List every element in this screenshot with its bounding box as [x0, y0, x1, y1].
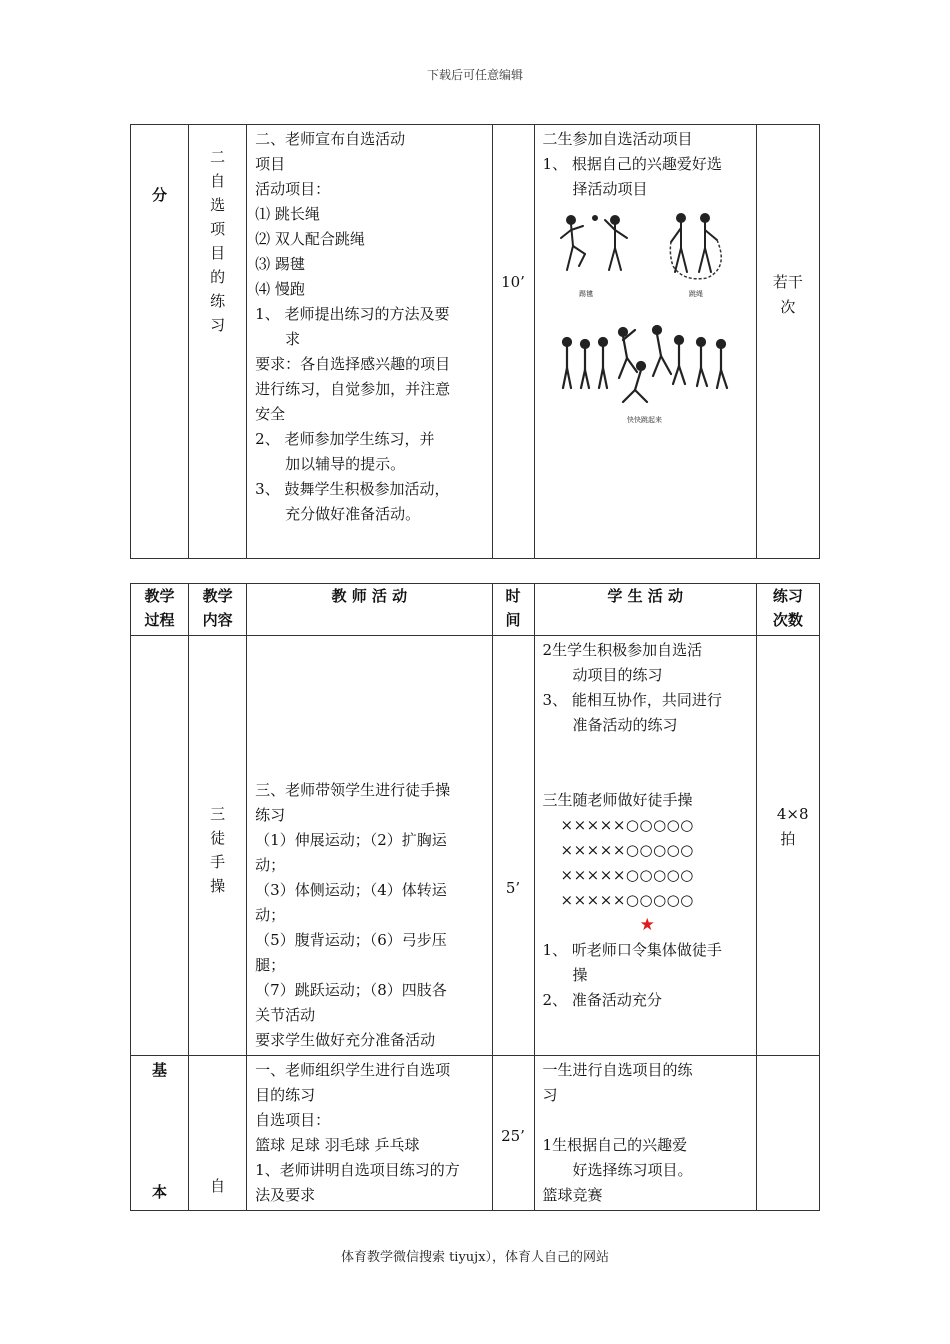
text-line: 篮球 足球 羽毛球 乒乓球: [255, 1136, 420, 1154]
text-line: 择活动项目: [572, 180, 648, 198]
illustration-jump-group: [557, 322, 747, 432]
content-label: 自: [210, 1177, 226, 1195]
reps-cell: [756, 636, 819, 1056]
time-cell: [492, 636, 534, 1056]
content-vertical: [189, 802, 246, 898]
text-line: ×××××○○○○○: [560, 866, 694, 884]
text-line: （5）腹背运动；（6）弓步压: [255, 931, 447, 949]
page-header: 下载后可任意编辑: [426, 68, 523, 82]
text-line: 2生学生积极参加自选活: [542, 641, 703, 659]
text-line: 腿；: [255, 956, 286, 974]
text-line: 要求：各自选择感兴趣的项目: [255, 355, 451, 373]
teacher-activity-text: [255, 1058, 487, 1208]
text-line: 练习: [255, 806, 286, 824]
text-line: 动；: [255, 856, 286, 874]
text-line: ×××××○○○○○: [560, 816, 694, 834]
student-activity-top: [543, 638, 752, 738]
content-cell: [189, 636, 247, 1056]
text-line: 1、老师讲明自选项目练习的方: [255, 1161, 460, 1179]
time-value: 25’: [501, 1127, 525, 1145]
text-line: 动项目的练习: [572, 666, 663, 684]
time-cell: [492, 125, 534, 559]
teacher-activity-cell: [247, 125, 492, 559]
text-line: 1、 老师提出练习的方法及要: [255, 305, 450, 323]
text-line: 项目: [255, 155, 286, 173]
text-line: ⑵ 双人配合跳绳: [255, 230, 365, 248]
text-line: 2、 老师参加学生练习，并: [255, 430, 435, 448]
reps-cell: [756, 1056, 819, 1211]
student-activity-cell: [534, 636, 756, 1056]
text-line: 自选项目：: [255, 1111, 331, 1129]
header-time: 时间: [492, 584, 534, 636]
header-phase: 教学过程: [131, 584, 189, 636]
teacher-activity-text: [255, 127, 487, 527]
text-line: 加以辅导的提示。: [285, 455, 406, 473]
student-activity-mid: 三生随老师做好徒手操: [542, 791, 693, 809]
text-line: 求: [285, 330, 301, 348]
text-line: 充分做好准备活动。: [285, 505, 421, 523]
text-line: 动；: [255, 906, 286, 924]
text-line: 安全: [255, 405, 286, 423]
text-line: 篮球竞赛: [542, 1186, 603, 1204]
text-line: 三、老师带领学生进行徒手操: [255, 781, 451, 799]
phase-cell: [131, 1056, 189, 1211]
illus-label-kick: 踢毽: [578, 290, 593, 298]
student-activity-bottom: [543, 938, 752, 1013]
text-line: 二、老师宣布自选活动: [255, 130, 406, 148]
text-line: 准备活动的练习: [572, 716, 678, 734]
reps-value: 若干次: [772, 273, 803, 316]
text-line: （3）体侧运动；（4）体转运: [255, 881, 447, 899]
text-line: 1、 听老师口令集体做徒手: [542, 941, 722, 959]
text-line: 习: [542, 1086, 558, 1104]
text-line: ×××××○○○○○: [560, 891, 694, 909]
text-line: 进行练习，自觉参加，并注意: [255, 380, 451, 398]
text-line: 法及要求: [255, 1186, 316, 1204]
text-line: 活动项目：: [255, 180, 331, 198]
illustration-kick-and-rope: [557, 208, 747, 308]
lesson-table-part1: [130, 124, 820, 559]
table-row: [131, 1056, 820, 1211]
text-line: 目的练习: [255, 1086, 316, 1104]
text-line: ⑶ 踢毽: [255, 255, 305, 273]
teacher-activity-text: [255, 778, 487, 1053]
text-line: 3、 能相互协作，共同进行: [542, 691, 722, 709]
time-cell: [492, 1056, 534, 1211]
text-line: ×××××○○○○○: [560, 841, 694, 859]
reps-value: 4×8拍: [776, 805, 809, 848]
phase-cell: [131, 125, 189, 559]
text-line: 2、 准备活动充分: [542, 991, 662, 1009]
phase-label-top: 基: [152, 1061, 168, 1079]
student-activity-text: [543, 1058, 752, 1208]
phase-label: 分: [152, 186, 168, 204]
text-line: 二生参加自选活动项目: [542, 130, 693, 148]
time-value: 5’: [505, 879, 521, 897]
teacher-activity-cell: [247, 1056, 492, 1211]
table-header-row: [131, 584, 820, 636]
phase-label-bottom: 本: [152, 1183, 168, 1201]
text-line: （1）伸展运动；（2）扩胸运: [255, 831, 447, 849]
vertical-text: 三徒手操: [210, 805, 226, 895]
teacher-position-star-icon: ★: [639, 915, 655, 935]
text-line: 1生根据自己的兴趣爱: [542, 1136, 688, 1154]
student-activity-cell: [534, 125, 756, 559]
content-cell: [189, 1056, 247, 1211]
time-value: 10’: [501, 273, 525, 291]
header-reps: 练习次数: [756, 584, 819, 636]
text-line: ⑷ 慢跑: [255, 280, 305, 298]
illus-label-rope: 跳绳: [688, 290, 703, 298]
text-line: 要求学生做好充分准备活动: [255, 1031, 436, 1049]
vertical-text: 二自选项目的练习: [210, 148, 226, 334]
reps-cell: [756, 125, 819, 559]
text-line: 操: [572, 966, 588, 984]
teacher-activity-cell: [247, 636, 492, 1056]
student-activity-text: [543, 127, 752, 202]
illus-label-jump: 快快跳起来: [626, 416, 662, 424]
content-cell: [189, 125, 247, 559]
header-teacher: 教 师 活 动: [247, 584, 492, 636]
phase-cell: [131, 636, 189, 1056]
text-line: 3、 鼓舞学生积极参加活动，: [255, 480, 450, 498]
header-content: 教学内容: [189, 584, 247, 636]
table-row: [131, 636, 820, 1056]
text-line: [543, 1108, 752, 1133]
text-line: ⑴ 跳长绳: [255, 205, 320, 223]
lesson-table-part2: [130, 583, 820, 1211]
text-line: 一生进行自选项目的练: [542, 1061, 693, 1079]
text-line: 一、老师组织学生进行自选项: [255, 1061, 451, 1079]
text-line: 1、 根据自己的兴趣爱好选: [542, 155, 722, 173]
formation-diagram: [543, 813, 752, 913]
text-line: 好选择练习项目。: [572, 1161, 693, 1179]
text-line: 关节活动: [255, 1006, 316, 1024]
header-student: 学 生 活 动: [534, 584, 756, 636]
student-activity-cell: [534, 1056, 756, 1211]
content-vertical: [189, 145, 246, 337]
text-line: （7）跳跃运动；（8）四肢各: [255, 981, 447, 999]
page-footer: 体育教学微信搜索 tiyujx），体育人自己的网站: [340, 1250, 610, 1265]
